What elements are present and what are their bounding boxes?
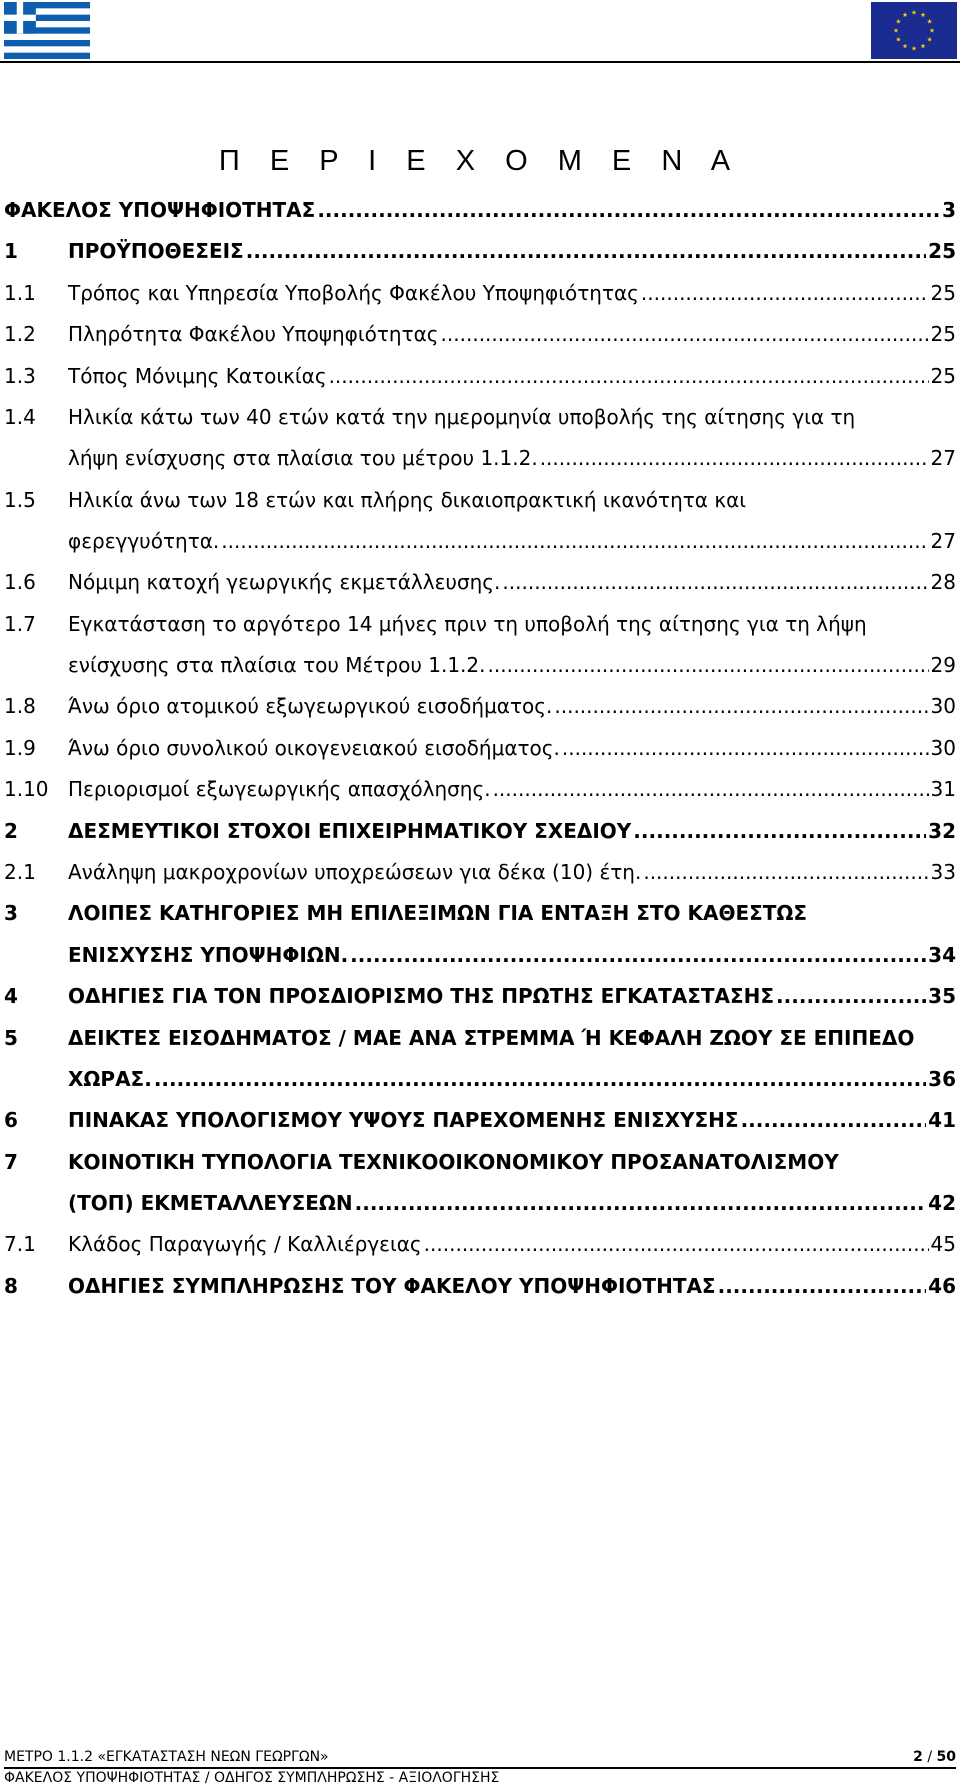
header-rule bbox=[0, 61, 960, 63]
eu-flag-icon bbox=[871, 2, 957, 59]
page-footer bbox=[4, 1748, 956, 1787]
toc-entry[interactable] bbox=[4, 1101, 956, 1133]
toc-entry-number: 6 bbox=[4, 1108, 18, 1132]
toc-dot-leader bbox=[562, 735, 929, 761]
footer-page-separator: / bbox=[922, 1749, 937, 1765]
toc-entry-title: ΔΕΙΚΤΕΣ ΕΙΣΟΔΗΜΑΤΟΣ / ΜΑΕ ΑΝΑ ΣΤΡΕΜΜΑ Ή ΚΕΦΑΛΗ ΖΩΟΥ ΣΕ ΕΠΙΠΕΔΟ bbox=[68, 1026, 915, 1050]
toc-entry-number: 1.7 bbox=[4, 612, 36, 636]
toc-entry-page: 30 bbox=[930, 694, 956, 718]
toc-entry-page: 46 bbox=[928, 1274, 956, 1298]
toc-dot-leader bbox=[424, 1231, 929, 1257]
toc-entry[interactable] bbox=[4, 894, 916, 926]
toc-entry-number: 3 bbox=[4, 901, 18, 925]
toc-dot-leader bbox=[643, 859, 928, 885]
toc-entry[interactable] bbox=[4, 1143, 916, 1175]
footer-page-current: 2 bbox=[913, 1749, 923, 1765]
toc-entry-title: ΔΕΣΜΕΥΤΙΚΟΙ ΣΤΟΧΟΙ ΕΠΙΧΕΙΡΗΜΑΤΙΚΟΥ ΣΧΕΔΙΟΥ bbox=[68, 819, 632, 843]
toc-entry-page: 27 bbox=[930, 446, 956, 470]
toc-entry[interactable] bbox=[4, 605, 916, 637]
toc-entry-title: Ηλικία άνω των 18 ετών και πλήρης δικαιοπρακτική ικανότητα και bbox=[68, 488, 747, 512]
toc-entry-title: Κλάδος Παραγωγής / Καλλιέργειας bbox=[68, 1232, 422, 1256]
toc-entry[interactable] bbox=[4, 563, 956, 595]
toc-entry[interactable] bbox=[4, 770, 956, 802]
toc-entry[interactable] bbox=[68, 936, 956, 968]
toc-entry[interactable] bbox=[4, 481, 916, 513]
toc-dot-leader bbox=[488, 652, 929, 678]
toc-entry[interactable] bbox=[68, 646, 956, 678]
toc-entry[interactable] bbox=[4, 274, 956, 306]
toc-entry-page: 35 bbox=[928, 984, 956, 1008]
toc-entry-title: ΠΙΝΑΚΑΣ ΥΠΟΛΟΓΙΣΜΟΥ ΥΨΟΥΣ ΠΑΡΕΧΟΜΕΝΗΣ ΕΝΙΣΧΥΣΗΣ bbox=[68, 1108, 739, 1132]
toc-entry-number: 1.4 bbox=[4, 405, 36, 429]
toc-entry[interactable] bbox=[4, 812, 956, 844]
toc-entry-number: 4 bbox=[4, 984, 18, 1008]
toc-entry-title: ΧΩΡΑΣ. bbox=[68, 1067, 152, 1091]
toc-entry-page: 31 bbox=[930, 777, 956, 801]
toc-dot-leader bbox=[154, 1066, 926, 1092]
toc-entry-title: Ανάληψη μακροχρονίων υποχρεώσεων για δέκα (10) έτη. bbox=[68, 860, 642, 884]
toc-entry-title: Πληρότητα Φακέλου Υποψηφιότητας bbox=[68, 322, 439, 346]
toc-entry-title: ενίσχυσης στα πλαίσια του Μέτρου 1.1.2. bbox=[68, 653, 486, 677]
toc-entry[interactable] bbox=[4, 191, 956, 223]
toc-entry-title: ΟΔΗΓΙΕΣ ΣΥΜΠΛΗΡΩΣΗΣ ΤΟΥ ΦΑΚΕΛΟΥ ΥΠΟΨΗΦΙΟΤΗΤΑΣ bbox=[68, 1274, 716, 1298]
toc-dot-leader bbox=[718, 1273, 927, 1299]
toc-entry-number: 8 bbox=[4, 1274, 18, 1298]
greek-flag-icon bbox=[4, 2, 90, 59]
toc-entry[interactable] bbox=[4, 315, 956, 347]
toc-entry-title: φερεγγυότητα. bbox=[68, 529, 220, 553]
toc-entry-title: ΕΝΙΣΧΥΣΗΣ ΥΠΟΨΗΦΙΩΝ. bbox=[68, 943, 349, 967]
toc-entry-title: Άνω όριο ατομικού εξωγεωργικού εισοδήματος. bbox=[68, 694, 553, 718]
toc-dot-leader bbox=[246, 238, 926, 264]
footer-document-title: ΦΑΚΕΛΟΣ ΥΠΟΨΗΦΙΟΤΗΤΑΣ / ΟΔΗΓΟΣ ΣΥΜΠΛΗΡΩΣΗΣ - ΑΞΙΟΛΟΓΗΣΗΣ bbox=[4, 1770, 500, 1786]
toc-dot-leader bbox=[221, 528, 928, 554]
toc-entry-title: Νόμιμη κατοχή γεωργικής εκμετάλλευσης. bbox=[68, 570, 501, 594]
toc-entry-number: 1.1 bbox=[4, 281, 36, 305]
toc-entry-page: 34 bbox=[928, 943, 956, 967]
toc-entry-number: 1.10 bbox=[4, 777, 49, 801]
toc-entry-number: 1.5 bbox=[4, 488, 36, 512]
toc-entry-page: 25 bbox=[930, 281, 956, 305]
toc-entry-page: 3 bbox=[942, 198, 956, 222]
toc-dot-leader bbox=[329, 363, 929, 389]
toc-entry[interactable] bbox=[68, 522, 956, 554]
toc-entry[interactable] bbox=[68, 439, 956, 471]
toc-entry[interactable] bbox=[4, 357, 956, 389]
toc-entry-title: Τρόπος και Υπηρεσία Υποβολής Φακέλου Υποψηφιότητας bbox=[68, 281, 639, 305]
toc-entry-title: Ηλικία κάτω των 40 ετών κατά την ημερομηνία υποβολής της αίτησης για τη bbox=[68, 405, 856, 429]
toc-entry[interactable] bbox=[4, 853, 956, 885]
footer-measure-title: ΜΕΤΡΟ 1.1.2 «ΕΓΚΑΤΑΣΤΑΣΗ ΝΕΩΝ ΓΕΩΡΓΩΝ» bbox=[4, 1749, 329, 1765]
toc-entry-number: 1.2 bbox=[4, 322, 36, 346]
toc-dot-leader bbox=[493, 776, 929, 802]
toc-dot-leader bbox=[355, 1190, 927, 1216]
toc-dot-leader bbox=[776, 983, 926, 1009]
toc-entry-page: 29 bbox=[930, 653, 956, 677]
toc-entry-title: λήψη ενίσχυσης στα πλαίσια του μέτρου 1.1.2. bbox=[68, 446, 538, 470]
footer-page-total: 50 bbox=[936, 1749, 956, 1765]
toc-entry-title: Εγκατάσταση το αργότερο 14 μήνες πριν τη υποβολή της αίτησης για τη λήψη bbox=[68, 612, 867, 636]
toc-entry-number: 1 bbox=[4, 239, 18, 263]
toc-entry-title: ΛΟΙΠΕΣ ΚΑΤΗΓΟΡΙΕΣ ΜΗ ΕΠΙΛΕΞΙΜΩΝ ΓΙΑ ΕΝΤΑΞΗ ΣΤΟ ΚΑΘΕΣΤΩΣ bbox=[68, 901, 808, 925]
toc-entry-page: 32 bbox=[928, 819, 956, 843]
toc-entry[interactable] bbox=[4, 1225, 956, 1257]
toc-entry-number: 1.3 bbox=[4, 364, 36, 388]
toc-entry[interactable] bbox=[4, 1019, 916, 1051]
toc-entry-page: 45 bbox=[930, 1232, 956, 1256]
toc-dot-leader bbox=[540, 445, 929, 471]
toc-entry-number: 2.1 bbox=[4, 860, 36, 884]
toc-entry-title: Περιορισμοί εξωγεωργικής απασχόλησης. bbox=[68, 777, 491, 801]
toc-entry[interactable] bbox=[68, 1184, 956, 1216]
toc-entry[interactable] bbox=[68, 1060, 956, 1092]
toc-dot-leader bbox=[741, 1107, 927, 1133]
toc-entry-title: ΟΔΗΓΙΕΣ ΓΙΑ ΤΟΝ ΠΡΟΣΔΙΟΡΙΣΜΟ ΤΗΣ ΠΡΩΤΗΣ ΕΓΚΑΤΑΣΤΑΣΗΣ bbox=[68, 984, 775, 1008]
toc-entry-number: 1.6 bbox=[4, 570, 36, 594]
toc-entry[interactable] bbox=[4, 729, 956, 761]
toc-dot-leader bbox=[633, 818, 926, 844]
toc-entry-page: 25 bbox=[928, 239, 956, 263]
toc-dot-leader bbox=[317, 197, 940, 223]
toc-entry-number: 1.8 bbox=[4, 694, 36, 718]
toc-entry-title: ΚΟΙΝΟΤΙΚΗ ΤΥΠΟΛΟΓΙΑ ΤΕΧΝΙΚΟΟΙΚΟΝΟΜΙΚΟΥ ΠΡΟΣΑΝΑΤΟΛΙΣΜΟΥ bbox=[68, 1150, 839, 1174]
page-header bbox=[0, 0, 960, 60]
toc-entry-title: Άνω όριο συνολικού οικογενειακού εισοδήματος. bbox=[68, 736, 560, 760]
toc-entry[interactable] bbox=[4, 1267, 956, 1299]
toc-entry-page: 28 bbox=[930, 570, 956, 594]
toc-entry-title: (ΤΟΠ) ΕΚΜΕΤΑΛΛΕΥΣΕΩΝ bbox=[68, 1191, 353, 1215]
toc-entry-number: 1.9 bbox=[4, 736, 36, 760]
toc-entry-number: 2 bbox=[4, 819, 18, 843]
toc-entry-page: 25 bbox=[930, 364, 956, 388]
toc-entry-title: ΦΑΚΕΛΟΣ ΥΠΟΨΗΦΙΟΤΗΤΑΣ bbox=[4, 198, 316, 222]
toc-entry[interactable] bbox=[4, 977, 956, 1009]
toc-entry[interactable] bbox=[4, 687, 956, 719]
toc-entry-page: 25 bbox=[930, 322, 956, 346]
toc-entry-page: 30 bbox=[930, 736, 956, 760]
toc-entry-page: 36 bbox=[928, 1067, 956, 1091]
toc-entry-page: 33 bbox=[930, 860, 956, 884]
toc-dot-leader bbox=[641, 280, 929, 306]
toc-dot-leader bbox=[350, 942, 926, 968]
toc-entry[interactable] bbox=[4, 232, 956, 264]
footer-page-number bbox=[913, 1748, 956, 1766]
toc-dot-leader bbox=[502, 569, 928, 595]
toc-entry-title: ΠΡΟΫΠΟΘΕΣΕΙΣ bbox=[68, 239, 244, 263]
toc-entry-page: 41 bbox=[928, 1108, 956, 1132]
toc-dot-leader bbox=[441, 321, 929, 347]
toc-entry-title: Τόπος Μόνιμης Κατοικίας bbox=[68, 364, 327, 388]
toc-entry-page: 42 bbox=[928, 1191, 956, 1215]
page-title: Π Ε Ρ Ι Ε Χ Ο Μ Ε Ν Α bbox=[218, 145, 742, 177]
toc-entry-number: 7.1 bbox=[4, 1232, 36, 1256]
toc-entry-number: 7 bbox=[4, 1150, 18, 1174]
toc-entry-page: 27 bbox=[930, 529, 956, 553]
toc-dot-leader bbox=[554, 693, 928, 719]
toc-entry-number: 5 bbox=[4, 1026, 18, 1050]
toc-entry[interactable] bbox=[4, 398, 916, 430]
